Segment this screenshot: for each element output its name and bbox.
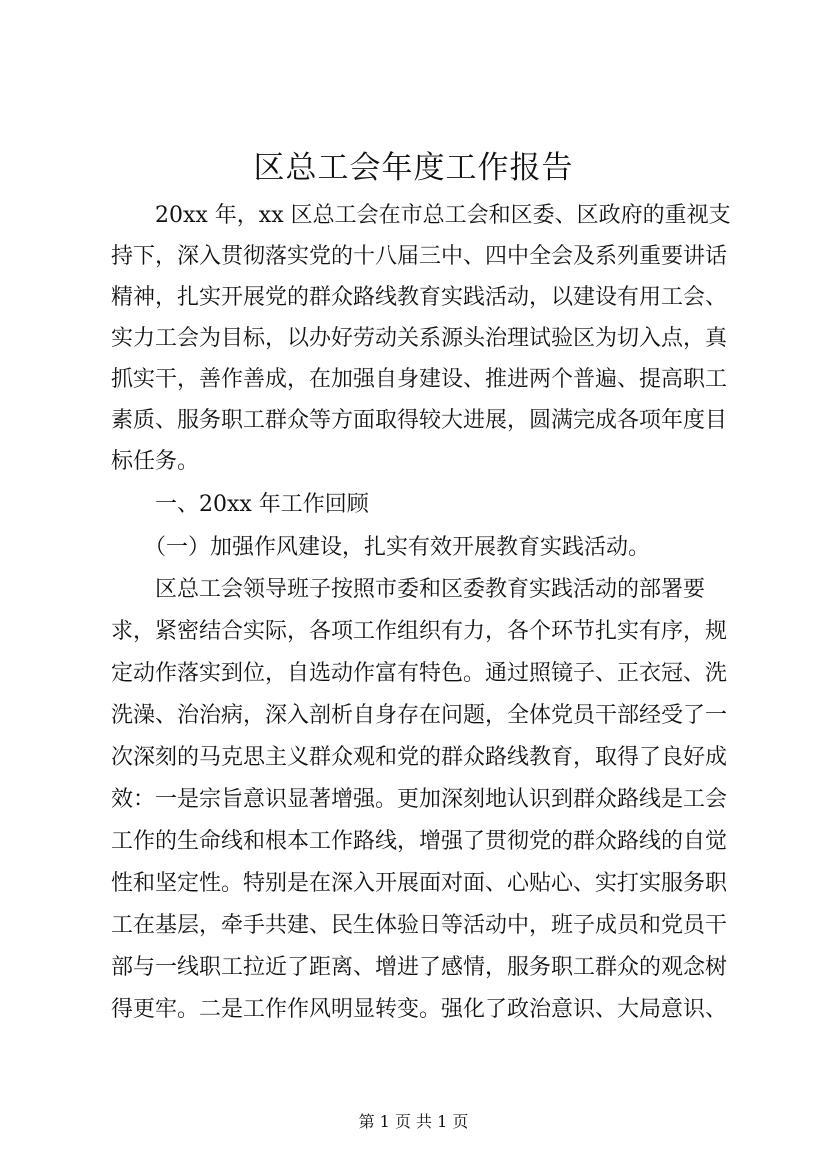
body-line: 标任务。 [111,449,200,474]
body-line: 性和坚定性。特别是在深入开展面对面、心贴心、实打实服务职 [111,871,728,896]
page-footer: 第 1 页 共 1 页 [358,1112,469,1131]
section-heading: 一、20xx 年工作回顾 [111,492,369,517]
body-line: 持下，深入贯彻落实党的十八届三中、四中全会及系列重要讲话 [111,244,728,269]
body-line: 抓实干，善作善成，在加强自身建设、推进两个普遍、提高职工 [111,367,728,392]
body-line: 区总工会领导班子按照市委和区委教育实践活动的部署要 [111,577,706,602]
body-line: 效：一是宗旨意识显著增强。更加深刻地认识到群众路线是工会 [111,787,728,812]
subsection-heading: （一）加强作风建设，扎实有效开展教育实践活动。 [111,535,651,560]
body-line: 求，紧密结合实际，各项工作组织有力，各个环节扎实有序，规 [111,619,728,644]
body-line: 部与一线职工拉近了距离、增进了感情，服务职工群众的观念树 [111,955,728,980]
body-line: 工作的生命线和根本工作路线，增强了贯彻党的群众路线的自觉 [111,829,728,854]
body-line: 素质、服务职工群众等方面取得较大进展，圆满完成各项年度目 [111,408,728,433]
body-line: 洗澡、治治病，深入剖析自身存在问题，全体党员干部经受了一 [111,703,728,728]
body-line: 精神，扎实开展党的群众路线教育实践活动，以建设有用工会、 [111,285,728,310]
body-line: 得更牢。二是工作作风明显转变。强化了政治意识、大局意识、 [111,997,728,1022]
body-line: 实力工会为目标，以办好劳动关系源头治理试验区为切入点，真 [111,326,728,351]
body-line: 工在基层，牵手共建、民生体验日等活动中，班子成员和党员干 [111,913,728,938]
body-line: 定动作落实到位，自选动作富有特色。通过照镜子、正衣冠、洗 [111,661,728,686]
page-title: 区总工会年度工作报告 [253,150,574,186]
body-line: 次深刻的马克思主义群众观和党的群众路线教育，取得了良好成 [111,745,728,770]
body-line: 20xx 年，xx 区总工会在市总工会和区委、区政府的重视支 [111,203,731,228]
